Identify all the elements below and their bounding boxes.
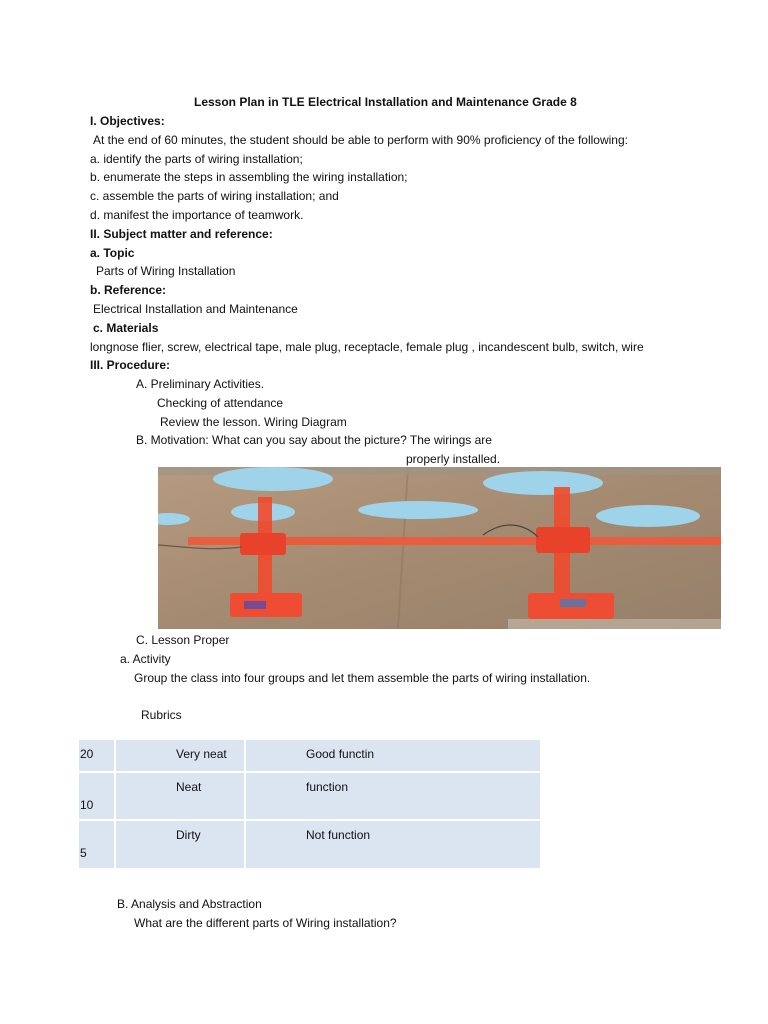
review-text: Review the lesson. Wiring Diagram [160, 415, 347, 429]
subject-heading: II. Subject matter and reference: [90, 227, 273, 241]
table-cell [79, 773, 114, 819]
rubric-neatness: Neat [176, 780, 202, 794]
document-title: Lesson Plan in TLE Electrical Installation and Maintenance Grade 8 [194, 95, 577, 109]
lesson-proper-heading: C. Lesson Proper [136, 633, 230, 647]
rubric-score: 10 [80, 798, 94, 812]
table-cell [79, 821, 114, 868]
motivation-text: B. Motivation: What can you say about the picture? The wirings are [136, 433, 492, 447]
topic-label: a. Topic [90, 246, 135, 260]
reference-text: Electrical Installation and Maintenance [93, 302, 298, 316]
rubric-function: Not function [306, 828, 371, 842]
rubric-neatness: Dirty [176, 828, 201, 842]
rubric-table [79, 740, 540, 868]
objective-item: b. enumerate the steps in assembling the wiring installation; [90, 170, 408, 184]
objectives-intro: At the end of 60 minutes, the student should be able to perform with 90% proficiency of the following: [93, 133, 628, 147]
objective-item: d. manifest the importance of teamwork. [90, 208, 304, 222]
objectives-heading: I. Objectives: [90, 114, 165, 128]
table-cell [246, 740, 540, 771]
objective-item: c. assemble the parts of wiring installation; and [90, 189, 339, 203]
rubrics-label: Rubrics [141, 708, 182, 722]
attendance-text: Checking of attendance [157, 396, 284, 410]
rubric-function: function [306, 780, 349, 794]
table-cell [246, 821, 540, 868]
rubric-score: 20 [80, 747, 94, 761]
materials-label: c. Materials [93, 321, 159, 335]
activity-text: Group the class into four groups and let them assemble the parts of wiring installation. [134, 671, 591, 685]
motivation-continued: properly installed. [406, 452, 501, 466]
rubric-function: Good functin [306, 747, 375, 761]
reference-label: b. Reference: [90, 283, 167, 297]
topic-text: Parts of Wiring Installation [96, 264, 236, 278]
materials-text: longnose flier, screw, electrical tape, male plug, receptacle, female plug , incandescent bulb, switch, wire [90, 340, 644, 354]
analysis-question: What are the different parts of Wiring installation? [134, 916, 397, 930]
objective-item: a. identify the parts of wiring installation; [90, 152, 303, 166]
analysis-heading: B. Analysis and Abstraction [117, 897, 262, 911]
table-cell [246, 773, 540, 819]
wiring-installation-photo [158, 467, 721, 629]
procedure-heading: III. Procedure: [90, 358, 171, 372]
rubric-score: 5 [80, 846, 87, 860]
preliminary-activities: A. Preliminary Activities. [136, 377, 265, 391]
rubric-neatness: Very neat [176, 747, 227, 761]
activity-label: a. Activity [120, 652, 171, 666]
